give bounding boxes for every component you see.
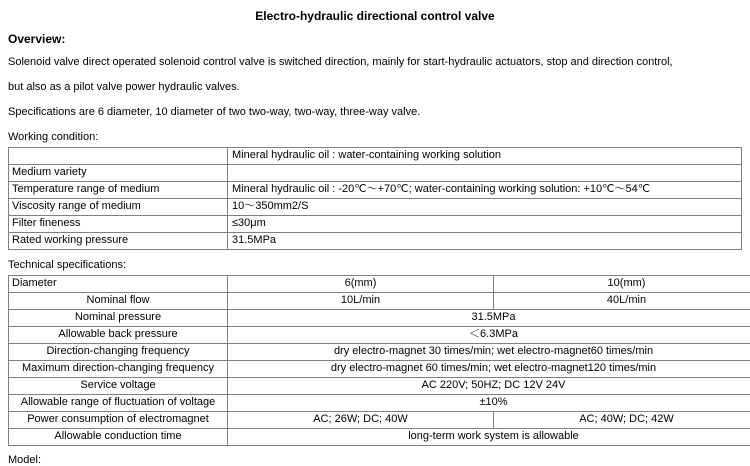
table-row xyxy=(9,394,750,411)
cell-value-span: ±10% xyxy=(228,394,750,411)
cell-key: Medium variety xyxy=(9,164,228,181)
cell-key: Temperature range of medium xyxy=(9,181,228,198)
cell-key: Rated working pressure xyxy=(9,232,228,249)
cell-key: Filter fineness xyxy=(9,215,228,232)
cell-value-6mm: 10L/min xyxy=(228,292,494,309)
working-condition-label: Working condition: xyxy=(8,131,742,143)
cell-value-span: AC 220V; 50HZ; DC 12V 24V xyxy=(228,377,750,394)
table-header-row xyxy=(9,275,750,292)
table-row xyxy=(9,232,742,249)
cell-value-6mm: AC; 26W; DC; 40W xyxy=(228,411,494,428)
cell-value: 10～350mm2/S xyxy=(228,198,742,215)
cell-value-10mm: AC; 40W; DC; 42W xyxy=(494,411,750,428)
table-row xyxy=(9,309,750,326)
cell-label: Service voltage xyxy=(9,377,228,394)
page-title: Electro-hydraulic directional control valve xyxy=(8,9,742,23)
table-row xyxy=(9,181,742,198)
table-row xyxy=(9,377,750,394)
overview-paragraph-2: but also as a pilot valve power hydraulic valves. xyxy=(8,80,742,96)
header-col-6mm: 6(mm) xyxy=(228,275,494,292)
cell-label: Allowable conduction time xyxy=(9,428,228,445)
table-row xyxy=(9,292,750,309)
technical-specifications-label: Technical specifications: xyxy=(8,259,742,271)
table-row xyxy=(9,343,750,360)
table-row xyxy=(9,428,750,445)
cell-label: Nominal flow xyxy=(9,292,228,309)
table-row xyxy=(9,147,742,164)
overview-paragraph-1: Solenoid valve direct operated solenoid control valve is switched direction, mainly for start-hydraulic actuators, stop and direction control, xyxy=(8,55,742,71)
cell-value-10mm: 40L/min xyxy=(494,292,750,309)
table-row xyxy=(9,198,742,215)
cell-value-span: dry electro-magnet 60 times/min; wet electro-magnet120 times/min xyxy=(228,360,750,377)
cell-value xyxy=(228,164,742,181)
header-col-10mm: 10(mm) xyxy=(494,275,750,292)
cell-value: ≤30μm xyxy=(228,215,742,232)
cell-value-span: dry electro-magnet 30 times/min; wet electro-magnet60 times/min xyxy=(228,343,750,360)
table-row xyxy=(9,164,742,181)
table-row xyxy=(9,411,750,428)
table-row xyxy=(9,326,750,343)
table-row xyxy=(9,215,742,232)
working-condition-table xyxy=(8,147,742,250)
cell-value: 31.5MPa xyxy=(228,232,742,249)
model-label: Model: xyxy=(8,454,742,466)
overview-heading: Overview: xyxy=(8,32,742,46)
table-row xyxy=(9,360,750,377)
cell-key xyxy=(9,147,228,164)
cell-label: Maximum direction-changing frequency xyxy=(9,360,228,377)
cell-label: Power consumption of electromagnet xyxy=(9,411,228,428)
cell-value: Mineral hydraulic oil : water-containing working solution xyxy=(228,147,742,164)
cell-label: Direction-changing frequency xyxy=(9,343,228,360)
cell-value-span: 31.5MPa xyxy=(228,309,750,326)
cell-label: Allowable range of fluctuation of voltage xyxy=(9,394,228,411)
cell-value-span: ＜6.3MPa xyxy=(228,326,750,343)
header-diameter: Diameter xyxy=(9,275,228,292)
cell-value: Mineral hydraulic oil : -20℃～+70℃; water-containing working solution: +10℃～54℃ xyxy=(228,181,742,198)
overview-paragraph-3: Specifications are 6 diameter, 10 diameter of two two-way, two-way, three-way valve. xyxy=(8,105,742,121)
cell-label: Allowable back pressure xyxy=(9,326,228,343)
cell-label: Nominal pressure xyxy=(9,309,228,326)
cell-value-span: long-term work system is allowable xyxy=(228,428,750,445)
technical-specifications-table xyxy=(8,275,750,446)
cell-key: Viscosity range of medium xyxy=(9,198,228,215)
